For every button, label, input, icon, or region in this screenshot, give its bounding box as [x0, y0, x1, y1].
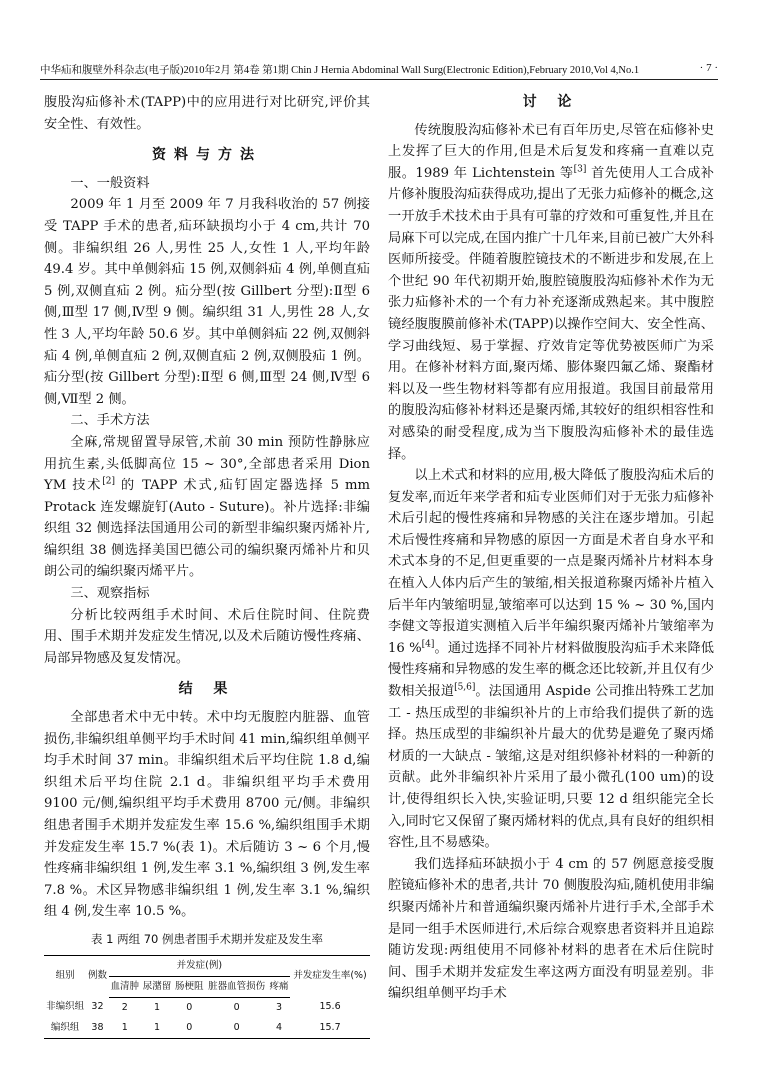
table-cell: 1	[121, 1021, 128, 1033]
page-number: · 7 ·	[699, 62, 718, 74]
methods-heading: 资料与方法	[152, 147, 262, 164]
table-caption: 表 1 两组 70 例患者围手术期并发症及发生率	[90, 931, 324, 946]
citation-ref: [2]	[102, 476, 116, 487]
discussion-heading: 讨 论	[522, 94, 580, 110]
discussion-paragraph-3: 我们选择疝环缺损小于 4 cm 的 57 例愿意接受腹腔镜疝修补术的患者,共计 70 侧腹股沟疝,随机使用非编织聚丙烯补片和普通编织聚丙烯补片进行手术,全部手术是同一组手术医师进行,术后综合观察患者资料并且追踪随访发现:两组使用不同修补材料的患者在术后住院时间、围手术期并发症发生率这两方面没有明显差别。非编织组单侧平均手术	[388, 856, 714, 1002]
table-cell: 0	[186, 1021, 193, 1033]
table-subheader: 疼痛	[268, 976, 290, 997]
observation-paragraph: 分析比较两组手术时间、术后住院时间、住院费用、围手术期并发症发生情况,以及术后随访慢性疼痛、局部异物感及复发情况。	[44, 607, 370, 666]
table-cell-rate: 15.7	[319, 1021, 341, 1033]
observation-heading: 三、观察指标	[70, 586, 150, 602]
table-cell: 0	[186, 1001, 193, 1013]
table-subheader: 肠梗阻	[173, 976, 205, 997]
table-row	[44, 997, 370, 1018]
results-paragraph: 全部患者术中无中转。术中均无腹腔内脏器、血管损伤,非编织组单侧平均手术时间 41 min,编织组单侧平均手术时间 37 min。非编织组术后平均住院 1.8 d,编织组术后平均住院 2.1 d。非编织组平均手术费用 9100 元/侧,编织组平均手术费用 8700 元/侧。非编织组患者围手术期并发症发生率 15.6 %,编织组围手术期并发症发生率 15.7 %(表 1)。术后随访 3 ~ 6 个月,慢性疼痛非编织组 1 例,发生率 3.1 %,编织组 3 例,发生率 7.8 %。术区异物感非编织组 1 例,发生率 3.1 %,编织组 4 例,发生率 10.5 %。	[44, 710, 370, 920]
left-column	[44, 92, 370, 1039]
discussion-paragraph-2: 以上术式和材料的应用,极大降低了腹股沟疝术后的复发率,而近年来学者和疝专业医师们对于无张力疝修补术后引起的慢性疼痛和异物感的关注在逐步增加。引起术后慢性疼痛和异物感的原因一方面是术者自身水平和术式本身的不足,但更重要的一点是聚丙烯补片材料本身在植入人体内后产生的皱缩,相关报道称聚丙烯补片植入后半年内皱缩明显,皱缩率可以达到 15 % ~ 30 %,国内李健文等报道实测植入后半年编织聚丙烯补片皱缩率为 16 %[4]。通过选择不同补片材料做腹股沟疝手术来降低慢性疼痛和异物感的发生率的概念还比较新,并且仅有少数相关报道[5,6]。法国通用 Aspide 公司推出特殊工艺加工 - 热压成型的非编织补片的上市给我们提供了新的选择。热压成型的非编织补片最大的优势是避免了聚丙烯材质的一大缺点 - 皱缩,这是对组织修补材料的一种新的贡献。此外非编织补片采用了最小微孔(100 um)的设计,使得组织长入快,实验证明,只要 12 d 组织能完全长入,同时它又保留了聚丙烯材料的优点,具有良好的组织相容性,且不易感染。	[388, 468, 714, 851]
table-cell: 38	[91, 1021, 104, 1033]
citation-ref: [5,6]	[454, 682, 476, 693]
table-cell-group: 非编织组	[46, 1001, 85, 1013]
table-cell: 2	[121, 1001, 128, 1013]
table-cell: 1	[153, 1021, 161, 1033]
results-heading: 结 果	[178, 681, 236, 698]
table-cell-rate: 15.6	[319, 1001, 341, 1013]
table-subheader: 尿潴留	[141, 976, 173, 997]
general-data-paragraph: 2009 年 1 月至 2009 年 7 月我科收治的 57 例接受 TAPP 手术的患者,疝环缺损均小于 4 cm,共计 70 侧。非编织组 26 人,男性 25 人,女性 1 人,平均年龄 49.4 岁。其中单侧斜疝 15 例,双侧斜疝 4 例,单侧直疝 5 例,双侧直疝 2 例。疝分型(按 Gillbert 分型):Ⅱ型 6 侧,Ⅲ型 17 侧,Ⅳ型 9 侧。编织组 31 人,男性 28 人,女性 3 人,平均年龄 50.6 岁。其中单侧斜疝 22 例,双侧斜疝 4 例,单侧直疝 2 例,双侧直疝 2 例,双侧股疝 1 例。疝分型(按 Gillbert 分型):Ⅱ型 6 侧,Ⅲ型 24 侧,Ⅳ型 6 侧,Ⅶ型 2 侧。	[44, 197, 370, 407]
surgery-method-paragraph: 全麻,常规留置导尿管,术前 30 min 预防性静脉应用抗生素,头低脚高位 15 ~ 30°,全部患者采用 Dion YM 技术[2] 的 TAPP 术式,疝钉固定器选择 5 mm Protack 连发螺旋钉(Auto - Suture)。补片选择:非编织组 32 侧选择法国通用公司的新型非编织聚丙烯补片,编织组 38 侧选择美国巴德公司的编织聚丙烯补片和贝朗公司的编织聚丙烯平片。	[44, 434, 370, 580]
table-row	[44, 1018, 370, 1039]
complication-table	[44, 955, 370, 1039]
header-rule	[40, 79, 718, 80]
table-cell: 0	[233, 1021, 240, 1033]
table-header-rate: 并发症发生率(%)	[293, 970, 367, 982]
table-header-cases: 例数	[87, 970, 107, 982]
table-cell: 3	[275, 1001, 282, 1013]
table-header-group: 组别	[55, 970, 75, 982]
table-cell: 4	[275, 1021, 282, 1033]
citation-ref: [3]	[573, 164, 587, 175]
general-data-heading: 一、一般资料	[70, 175, 150, 191]
right-column	[388, 92, 714, 1005]
discussion-paragraph-1: 传统腹股沟疝修补术已有百年历史,尽管在疝修补史上发挥了巨大的作用,但是术后复发和疼痛一直难以克服。1989 年 Lichtenstein 等[3] 首先使用人工合成补片修补腹股沟疝获得成功,提出了无张力疝修补的概念,这一开放手术技术由于具有可靠的疗效和可重复性,并且在局麻下可以完成,在国内推广十几年来,目前已被广大外科医师所接受。伴随着腹腔镜技术的不断进步和发展,在上个世纪 90 年代初期开始,腹腔镜腹股沟疝修补术作为无张力疝修补术的一个有力补充逐渐成熟起来。其中腹腔镜经腹腹膜前修补术(TAPP)以操作空间大、安全性高、学习曲线短、易于掌握、疗效肯定等优势被医师广为采用。在修补材料方面,聚丙烯、膨体聚四氟乙烯、聚酯材料以及一些生物材料等都有应用报道。我国目前最常用的腹股沟疝修补材料还是聚丙烯,其较好的组织相容性和对感染的耐受程度,成为当下腹股沟疝修补术的最佳选择。	[388, 122, 714, 462]
table-subheader: 血清肿	[109, 976, 141, 997]
table-cell: 32	[91, 1001, 104, 1013]
intro-paragraph: 腹股沟疝修补术(TAPP)中的应用进行对比研究,评价其安全性、有效性。	[44, 95, 370, 132]
journal-citation: 中华疝和腹壁外科杂志(电子版)2010年2月 第4卷 第1期 Chin J Hernia Abdominal Wall Surg(Electronic Edition),February 2010,Vol 4,No.1	[40, 65, 640, 76]
table-cell: 1	[153, 1001, 161, 1013]
running-header	[40, 62, 718, 77]
surgery-method-heading: 二、手术方法	[70, 413, 150, 429]
table-header-complications: 并发症(例)	[109, 955, 291, 976]
citation-ref: [4]	[421, 639, 435, 650]
table-cell: 0	[233, 1001, 240, 1013]
table-subheader: 脏器血管损伤	[205, 976, 267, 997]
table-cell-group: 编织组	[50, 1021, 80, 1033]
